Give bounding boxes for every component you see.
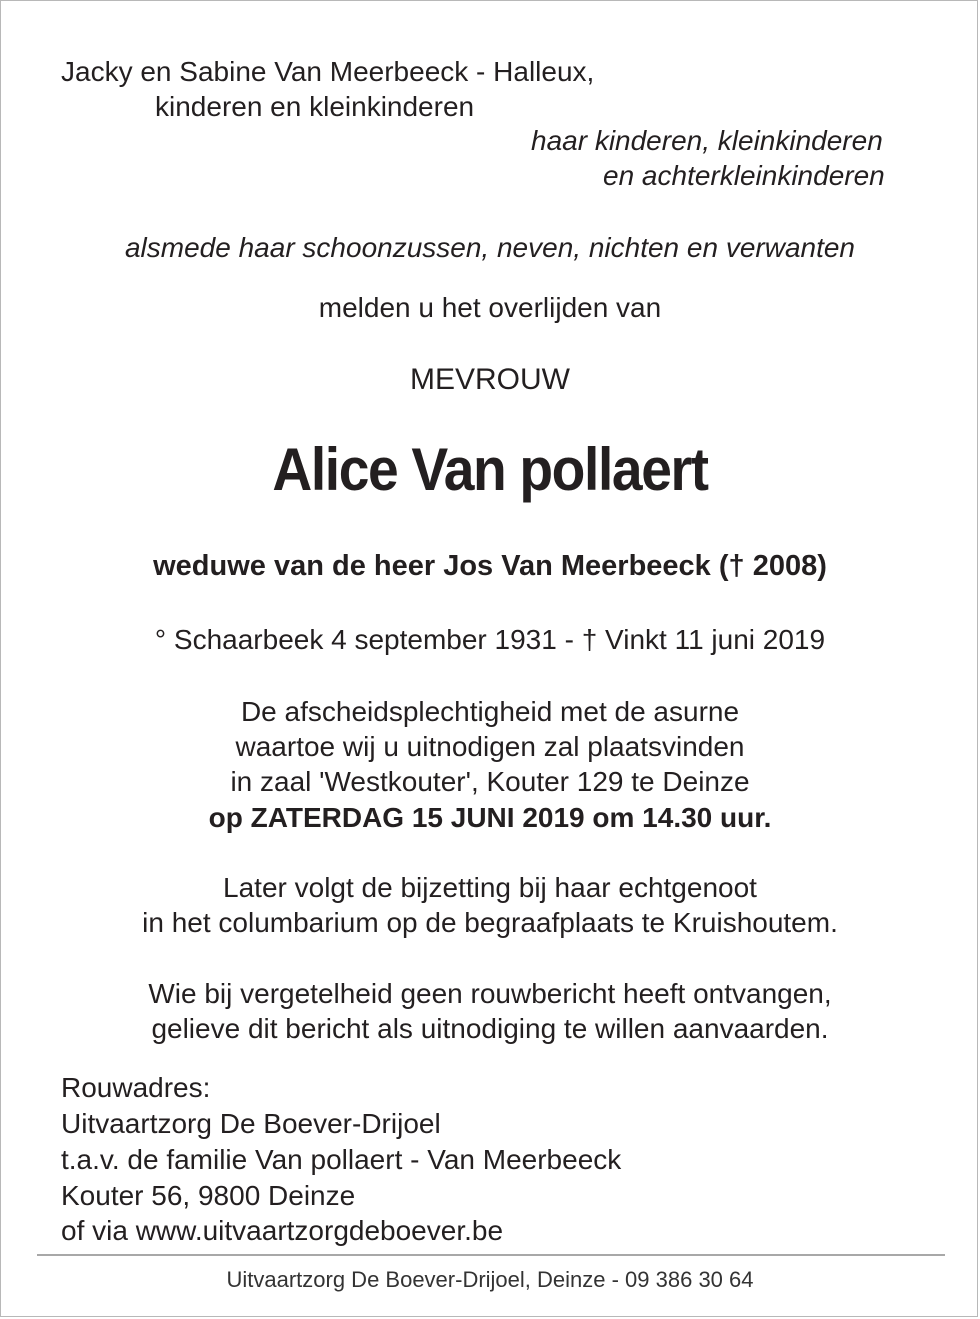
rouwadres-website: of via www.uitvaartzorgdeboever.be (61, 1215, 504, 1246)
rouwadres-line-2: t.a.v. de familie Van pollaert - Van Meerbeeck (61, 1144, 622, 1175)
relatives-line: alsmede haar schoonzussen, neven, nichten en verwanten (124, 232, 856, 263)
honorific-title: MEVROUW (410, 363, 570, 396)
interment-line-1: Later volgt de bijzetting bij haar echtgenoot (223, 872, 757, 903)
deceased-name: Alice Van pollaert (272, 436, 708, 503)
ceremony-line-1: De afscheidsplechtigheid met de asurne (240, 696, 740, 727)
interment-line-2: in het columbarium op de begraafplaats te Kruishoutem. (142, 907, 838, 938)
announcement-line: melden u het overlijden van (318, 292, 662, 323)
ceremony-line-2: waartoe wij u uitnodigen zal plaatsvinden (235, 731, 745, 762)
descendants-line-1: haar kinderen, kleinkinderen (531, 125, 883, 156)
rouwadres-line-3: Kouter 56, 9800 Deinze (61, 1180, 356, 1211)
family-line-1: Jacky en Sabine Van Meerbeeck - Halleux, (61, 56, 595, 87)
descendants-line-2: en achterkleinkinderen (603, 160, 885, 191)
notice-line-2: gelieve dit bericht als uitnodiging te willen aanvaarden. (151, 1013, 829, 1044)
family-line-2: kinderen en kleinkinderen (155, 91, 475, 122)
ceremony-datetime: op ZATERDAG 15 JUNI 2019 om 14.30 uur. (208, 802, 772, 833)
notice-line-1: Wie bij vergetelheid geen rouwbericht heeft ontvangen, (148, 978, 832, 1009)
ceremony-line-3: in zaal 'Westkouter', Kouter 129 te Deinze (230, 766, 750, 797)
birth-death-dates: ° Schaarbeek 4 september 1931 - † Vinkt 11 juni 2019 (154, 624, 826, 655)
rouwadres-label: Rouwadres: (61, 1072, 211, 1103)
footer-text: Uitvaartzorg De Boever-Drijoel, Deinze - 09 386 30 64 (226, 1267, 754, 1292)
footer-divider (37, 1254, 945, 1256)
rouwadres-line-1: Uitvaartzorg De Boever-Drijoel (61, 1108, 441, 1139)
widow-of-line: weduwe van de heer Jos Van Meerbeeck († 2008) (153, 550, 827, 582)
